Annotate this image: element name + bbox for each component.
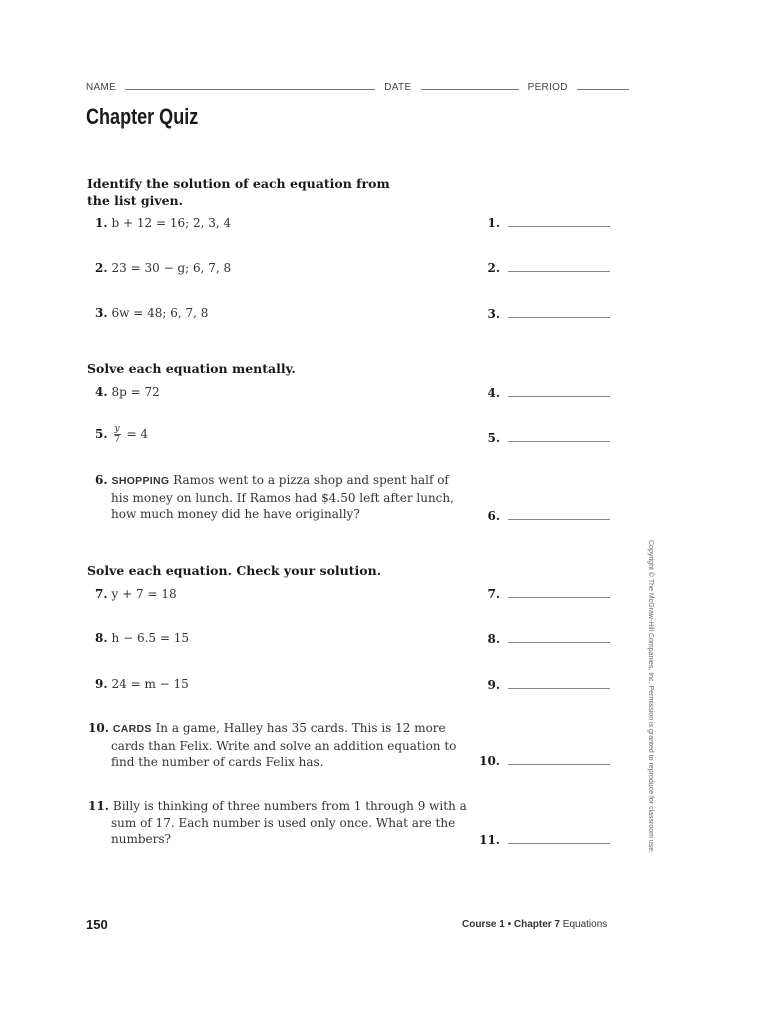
question-2: 2. 23 = 30 − g; 6, 7, 8	[95, 261, 232, 275]
answer-blank[interactable]	[508, 386, 610, 397]
student-info-header	[86, 81, 629, 93]
question-9: 9. 24 = m − 15	[95, 677, 189, 691]
question-text: b + 12 = 16; 2, 3, 4	[111, 216, 232, 230]
answer-blank[interactable]	[508, 509, 610, 520]
answer-blank[interactable]	[508, 261, 610, 272]
question-7: 7. y + 7 = 18	[95, 587, 177, 601]
name-field[interactable]	[125, 81, 375, 90]
chapter-title: Equations	[562, 919, 608, 930]
answer-4: 4.	[470, 386, 610, 400]
answer-10: 10.	[470, 754, 610, 768]
question-3: 3. 6w = 48; 6, 7, 8	[95, 306, 209, 320]
question-text: = 4	[126, 427, 148, 441]
answer-6: 6.	[470, 509, 610, 523]
answer-blank[interactable]	[508, 216, 610, 227]
answer-blank[interactable]	[508, 754, 610, 765]
chapter-label: Chapter 7	[513, 919, 560, 930]
answer-blank[interactable]	[508, 431, 610, 442]
answer-blank[interactable]	[508, 833, 610, 844]
topic-tag: SHOPPING	[111, 475, 170, 487]
question-text: 23 = 30 − g; 6, 7, 8	[111, 261, 232, 275]
question-5: 5. $\frac{y}{7}$ = 4	[95, 424, 148, 445]
topic-tag: CARDS	[112, 723, 152, 735]
fraction: $\frac{y}{7}$	[114, 424, 120, 445]
question-10: 10. CARDS In a game, Halley has 35 cards. This is 12 more cards than Felix. Write and solve an addition equation to find the number of cards Felix has.	[88, 721, 457, 769]
page-number: 150	[86, 917, 108, 932]
question-text: h − 6.5 = 15	[111, 631, 189, 645]
answer-2: 2.	[470, 261, 610, 275]
answer-blank[interactable]	[508, 632, 610, 643]
question-text: 24 = m − 15	[111, 677, 189, 691]
page-title: Chapter Quiz	[86, 104, 199, 129]
period-label: PERIOD	[527, 82, 568, 93]
name-label: NAME	[86, 82, 117, 93]
answer-7: 7.	[470, 587, 610, 601]
question-8: 8. h − 6.5 = 15	[95, 631, 189, 645]
answer-blank[interactable]	[508, 307, 610, 318]
answer-blank[interactable]	[508, 587, 610, 598]
answer-1: 1.	[470, 216, 610, 230]
question-text: 6w = 48; 6, 7, 8	[111, 306, 209, 320]
copyright-notice: Copyright © The McGraw-Hill Companies, Inc. Permission is granted to reproduce for classroom use.	[647, 540, 654, 854]
date-field[interactable]	[421, 81, 519, 90]
answer-11: 11.	[470, 833, 610, 847]
question-text: 8p = 72	[111, 385, 160, 399]
course-footer	[462, 919, 607, 930]
section-instruction: Identify the solution of each equation from the list given.	[87, 176, 390, 208]
question-text: y + 7 = 18	[111, 587, 177, 601]
date-label: DATE	[384, 82, 412, 93]
course-label: Course 1	[462, 919, 505, 930]
question-11: 11. Billy is thinking of three numbers from 1 through 9 with a sum of 17. Each number is used only once. What are the numbers?	[88, 799, 467, 846]
question-4: 4. 8p = 72	[95, 385, 160, 399]
answer-9: 9.	[470, 678, 610, 692]
answer-8: 8.	[470, 632, 610, 646]
section-instruction: Solve each equation. Check your solution.	[87, 563, 382, 578]
answer-blank[interactable]	[508, 678, 610, 689]
footer-bullet: •	[507, 919, 512, 930]
question-1: 1. b + 12 = 16; 2, 3, 4	[95, 216, 232, 230]
answer-3: 3.	[470, 307, 610, 321]
answer-5: 5.	[470, 431, 610, 445]
section-instruction: Solve each equation mentally.	[87, 361, 296, 376]
period-field[interactable]	[577, 81, 629, 90]
question-6: 6. SHOPPING Ramos went to a pizza shop and spent half of his money on lunch. If Ramos had $4.50 left after lunch, how much money did he have originally?	[95, 473, 454, 521]
